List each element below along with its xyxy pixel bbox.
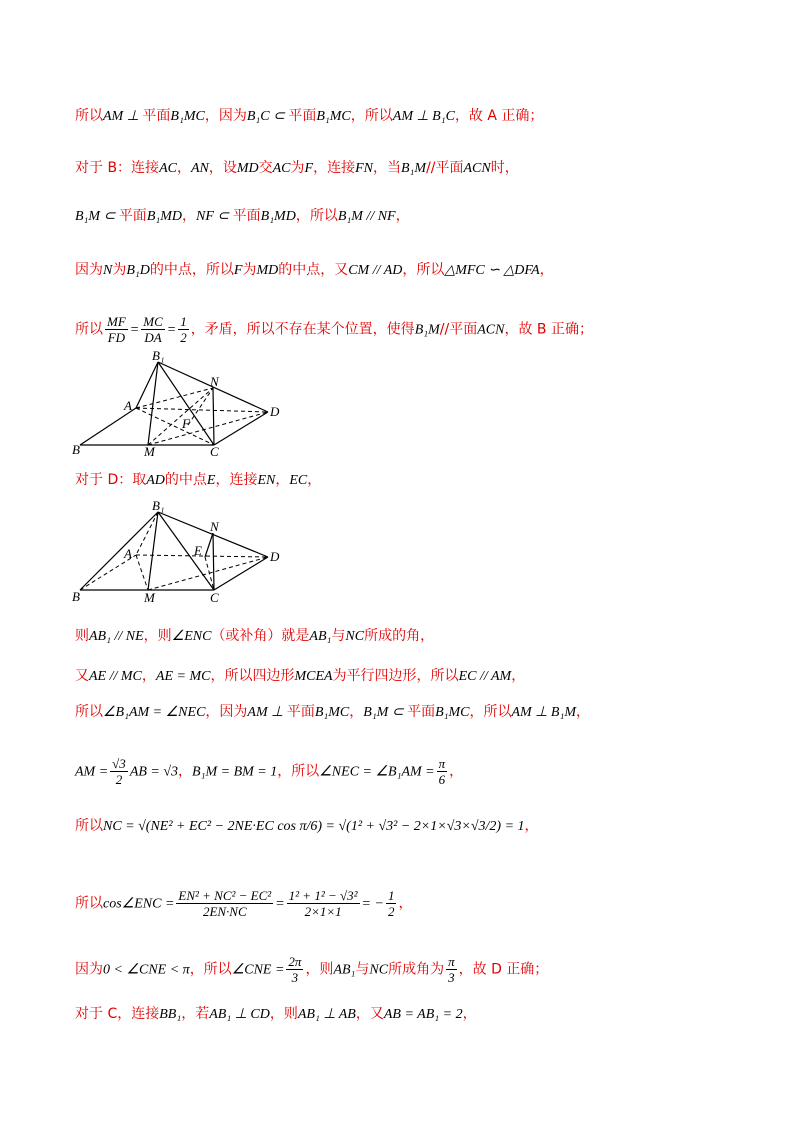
math-expression: B₁MC — [435, 705, 470, 720]
text-run: 所以 — [75, 818, 103, 834]
text-run: 交 — [258, 160, 273, 176]
label-M: M — [144, 590, 155, 605]
text-run: ，所以 — [402, 262, 445, 278]
solution-line — [75, 314, 740, 345]
math-expression: E — [206, 473, 216, 488]
text-run: ，设 — [208, 160, 237, 176]
solution-line — [75, 666, 740, 687]
text-run: 因为 — [75, 262, 103, 278]
text-run: （或补角）就是 — [211, 628, 310, 644]
text-run: ，当 — [372, 160, 401, 176]
math-expression: B₁MC — [314, 705, 350, 720]
text-run: ， — [539, 262, 554, 278]
fraction — [141, 314, 165, 345]
text-run: 平面 — [142, 108, 171, 124]
fraction-denominator: 2×1×1 — [304, 904, 342, 919]
text-run: 的中点 — [164, 472, 207, 488]
fraction — [287, 888, 360, 919]
math-expression: NC — [345, 629, 365, 644]
math-expression: NC — [369, 962, 389, 978]
text-run: 因为 — [75, 961, 103, 978]
text-run: 为 — [242, 262, 257, 278]
solution-line — [75, 626, 740, 647]
math-expression: B₁M — [400, 161, 427, 176]
math-expression: 0 < ∠CNE < π — [103, 962, 190, 978]
text-run: ，则 — [143, 628, 172, 644]
math-expression: = — [275, 896, 285, 912]
text-run: ，因为 — [205, 704, 248, 720]
text-run: 为平行四边形，所以 — [332, 668, 459, 684]
math-expression: cos∠ENC = — [103, 896, 175, 912]
figure-2-tetrahedron — [68, 500, 298, 610]
fraction-numerator: 1 — [180, 314, 187, 329]
math-expression: AN — [190, 161, 209, 176]
solution-line — [75, 756, 740, 787]
label-B: B — [72, 589, 80, 604]
math-expression: AE // MC — [89, 669, 142, 684]
solution-line — [75, 816, 740, 837]
math-expression: B₁MD — [260, 209, 296, 224]
fraction — [446, 954, 457, 985]
label-D: D — [270, 404, 280, 419]
fraction-numerator: π — [448, 954, 455, 969]
text-run: ， — [182, 208, 197, 224]
math-expression: ∠NEC = ∠B₁AM = — [319, 764, 435, 780]
text-run: ， — [141, 668, 156, 684]
math-expression: FN — [355, 161, 373, 176]
math-expression: = − — [361, 896, 384, 912]
math-expression: B₁M — [414, 322, 440, 338]
text-run: ，矛盾，所以不存在某个位置，使得 — [190, 321, 415, 338]
math-expression: B₁D — [126, 263, 150, 278]
text-run: ， — [576, 704, 590, 720]
text-run: ， — [449, 763, 464, 780]
math-expression: AB₁ ⊥ AB — [297, 1007, 356, 1022]
label-B: B — [72, 442, 80, 457]
text-run: ，所以 — [295, 208, 338, 224]
label-A: A — [124, 546, 132, 561]
math-expression: AM ⊥ — [103, 109, 143, 124]
solution-line — [75, 158, 740, 179]
fraction-denominator: 2 — [387, 904, 395, 919]
solution-line — [75, 1004, 740, 1025]
math-expression: ∠CNE = — [231, 962, 285, 978]
fraction — [176, 888, 273, 919]
math-expression: F — [233, 263, 243, 278]
label-N: N — [210, 374, 219, 389]
fraction-numerator: EN² + NC² − EC² — [178, 888, 272, 903]
text-run: ，则 — [269, 1006, 298, 1022]
math-expression: ACN — [477, 322, 505, 338]
text-run: ，所以 — [189, 961, 232, 978]
text-run: ，故 A 正确； — [454, 108, 544, 124]
math-expression: B₁MC — [316, 109, 351, 124]
text-run: 为 — [290, 160, 305, 176]
math-expression: AB₁ ⊥ CD — [209, 1007, 270, 1022]
math-expression: AE = MC — [155, 669, 211, 684]
solution-line — [75, 206, 740, 227]
math-expression: △MFC ∽ △DFA — [444, 263, 540, 278]
text-run: ，所以 — [277, 763, 320, 780]
text-run: 所成角为 — [388, 961, 445, 978]
text-run: ， — [462, 1006, 477, 1022]
figure-1-tetrahedron — [68, 350, 298, 460]
solution-line — [75, 954, 740, 985]
math-expression: BB₁ — [159, 1007, 182, 1022]
math-expression: NF ⊂ — [196, 209, 233, 224]
fraction — [105, 314, 128, 345]
label-A: A — [124, 398, 132, 413]
fraction — [110, 756, 128, 787]
fraction-denominator: 2 — [115, 772, 123, 787]
fraction-denominator: 2 — [180, 330, 187, 345]
fraction-numerator: π — [438, 756, 446, 771]
solution-line — [75, 106, 740, 127]
text-run: 则 — [75, 628, 89, 644]
fraction — [437, 756, 448, 787]
text-run: ，连接 — [313, 160, 356, 176]
text-run: ，故 D 正确； — [458, 961, 549, 978]
fraction-denominator: FD — [107, 330, 126, 345]
fraction-numerator: MF — [107, 314, 126, 329]
label-B1: B₁ — [152, 500, 165, 513]
text-run: 所以 — [75, 108, 103, 124]
math-expression: B₁MC — [170, 109, 205, 124]
text-run: ， — [524, 818, 539, 834]
math-expression: AB₁ // NE — [89, 629, 144, 644]
math-expression: AC — [272, 161, 291, 176]
math-expression: AM ⊥ B₁C — [392, 109, 455, 124]
math-expression: AM = — [75, 764, 109, 780]
math-expression: ∠ENC — [171, 629, 212, 644]
label-F: F — [182, 416, 190, 431]
text-run: ，连接 — [215, 472, 258, 488]
label-M: M — [144, 444, 155, 459]
solution-line — [75, 470, 740, 491]
fraction-numerator: 1 — [387, 888, 395, 903]
text-run: 为 — [112, 262, 127, 278]
text-run: ，则 — [305, 961, 334, 978]
math-expression: N — [103, 263, 113, 278]
math-expression: AB = AB₁ = 2 — [383, 1007, 463, 1022]
math-expression: EN — [257, 473, 276, 488]
text-run: ，所以 — [469, 704, 512, 720]
solution-line — [75, 260, 740, 281]
label-C: C — [210, 444, 219, 459]
text-run: 平面 — [407, 704, 436, 720]
text-run: 所成的角， — [364, 628, 435, 644]
fraction — [386, 888, 397, 919]
label-B1: B₁ — [152, 350, 165, 363]
text-run: 又 — [75, 668, 89, 684]
fraction-numerator: MC — [143, 314, 163, 329]
math-expression: CM // AD — [348, 263, 403, 278]
text-run: 所以 — [75, 321, 103, 338]
text-run: 对于 B：连接 — [75, 160, 160, 176]
text-run: //平面 — [439, 321, 478, 338]
solution-line — [75, 702, 740, 723]
text-run: 所以 — [75, 704, 103, 720]
math-expression: B₁MD — [146, 209, 183, 224]
math-expression: EC // AM — [458, 669, 512, 684]
fraction-denominator: 6 — [438, 772, 446, 787]
math-expression: B₁M // NF — [337, 209, 396, 224]
label-C: C — [210, 590, 219, 605]
text-run: 对于 D：取 — [75, 472, 147, 488]
math-expression: B₁M ⊂ — [75, 209, 119, 224]
text-run: //平面 — [426, 160, 464, 176]
text-run: ， — [511, 668, 526, 684]
fraction-denominator: DA — [144, 330, 162, 345]
text-run: 时， — [490, 160, 519, 176]
fraction-denominator: 3 — [291, 970, 299, 985]
text-run: ， — [307, 472, 322, 488]
text-run: ，又 — [355, 1006, 384, 1022]
text-run: 的中点，所以 — [149, 262, 234, 278]
fraction-denominator: 3 — [448, 970, 455, 985]
text-run: ，若 — [181, 1006, 210, 1022]
label-N: N — [210, 519, 219, 534]
fraction-numerator: 2π — [288, 954, 302, 969]
math-expression: AM ⊥ — [247, 705, 287, 720]
label-D: D — [270, 549, 280, 564]
text-run: ，所以 — [350, 108, 393, 124]
math-expression: AB₁ — [309, 629, 332, 644]
fraction — [178, 314, 189, 345]
math-expression: AC — [159, 161, 177, 176]
math-expression: B₁M = BM = 1 — [192, 764, 278, 780]
text-run: ，因为 — [204, 108, 247, 124]
text-run: ， — [275, 472, 290, 488]
math-expression: AB₁ — [333, 962, 356, 978]
text-run: ， — [349, 704, 364, 720]
text-run: 与 — [355, 961, 370, 978]
math-expression: ∠B₁AM = ∠NEC — [103, 705, 206, 720]
math-expression: B₁M ⊂ — [363, 705, 408, 720]
math-expression: ACN — [463, 161, 491, 176]
math-expression: MCEA — [294, 669, 333, 684]
math-expression: B₁C ⊂ — [246, 109, 289, 124]
fraction — [286, 954, 303, 985]
text-run: 平面 — [288, 108, 317, 124]
label-E: E — [194, 543, 202, 558]
fraction-numerator: 1² + 1² − √3² — [288, 888, 358, 903]
math-expression: EC — [289, 473, 308, 488]
math-expression: = — [166, 322, 177, 338]
math-expression: MD — [236, 161, 259, 176]
math-expression: AB = √3 — [129, 764, 179, 780]
text-run: 平面 — [232, 208, 261, 224]
text-run: ， — [398, 895, 413, 912]
text-run: ， — [178, 763, 193, 780]
text-run: 对于 C，连接 — [75, 1006, 160, 1022]
math-expression: MD — [256, 263, 279, 278]
math-expression: = — [129, 322, 140, 338]
text-run: ， — [176, 160, 191, 176]
math-expression: AD — [146, 473, 165, 488]
text-run: 平面 — [118, 208, 147, 224]
text-run: ， — [395, 208, 410, 224]
solution-line — [75, 888, 740, 919]
text-run: ，故 B 正确； — [504, 321, 593, 338]
fraction-denominator: 2EN·NC — [202, 904, 247, 919]
math-expression: NC = √(NE² + EC² − 2NE·EC cos π/6) = √(1² + √3² − 2×1×√3×√3/2) = 1 — [103, 819, 525, 834]
math-expression: F — [304, 161, 314, 176]
fraction-numerator: √3 — [112, 756, 126, 771]
text-run: ，所以四边形 — [210, 668, 295, 684]
text-run: 所以 — [75, 895, 103, 912]
text-run: 平面 — [286, 704, 315, 720]
text-run: 的中点，又 — [278, 262, 349, 278]
text-run: 与 — [331, 628, 346, 644]
math-expression: AM ⊥ B₁M — [511, 705, 576, 720]
